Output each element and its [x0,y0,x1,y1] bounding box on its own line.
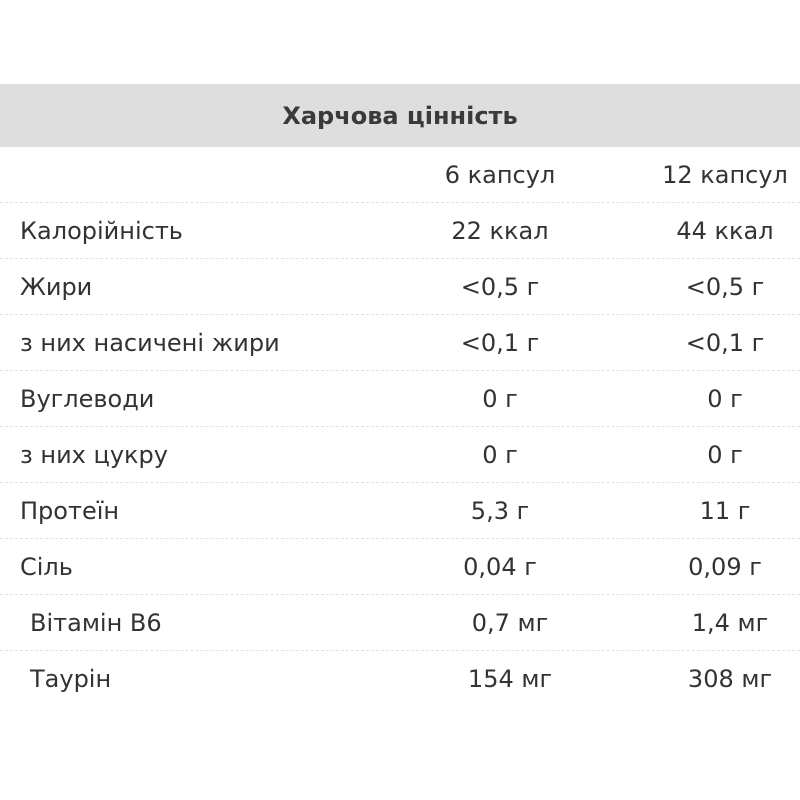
column-header-12-capsules: 12 капсул [662,160,788,189]
row-label: з них цукру [20,440,168,469]
row-label: Вуглеводи [20,384,155,413]
value-12-capsules: 11 г [699,496,751,525]
table-row [0,259,800,315]
row-label: з них насичені жири [20,328,280,357]
table-row [0,483,800,539]
table-row [0,427,800,483]
value-12-capsules: 44 ккал [676,216,774,245]
row-label: Сіль [20,552,73,581]
value-12-capsules: <0,5 г [685,272,765,301]
row-label: Протеїн [20,496,120,525]
value-6-capsules: 5,3 г [470,496,530,525]
value-12-capsules: 1,4 мг [691,608,769,637]
value-12-capsules: 0 г [707,440,743,469]
value-6-capsules: 0,7 мг [471,608,549,637]
row-label: Жири [20,272,93,301]
row-label: Вітамін В6 [30,608,162,637]
table-row [0,539,800,595]
value-12-capsules: 308 мг [687,665,773,693]
table-title: Харчова цінність [0,84,800,147]
column-header-6-capsules: 6 капсул [444,160,556,189]
row-label: Таурін [30,665,112,693]
value-6-capsules: 0 г [482,384,518,413]
value-6-capsules: 154 мг [467,665,553,693]
table-row [0,203,800,259]
table-row [0,595,800,651]
row-label: Калорійність [20,216,183,245]
table-row [0,651,800,707]
table-row [0,371,800,427]
value-6-capsules: <0,1 г [460,328,540,357]
table-row [0,315,800,371]
value-12-capsules: 0,09 г [688,552,762,581]
value-12-capsules: <0,1 г [685,328,765,357]
value-12-capsules: 0 г [707,384,743,413]
value-6-capsules: <0,5 г [460,272,540,301]
header-row [0,147,800,203]
nutrition-table [0,84,800,707]
value-6-capsules: 0,04 г [463,552,537,581]
value-6-capsules: 0 г [482,440,518,469]
value-6-capsules: 22 ккал [451,216,549,245]
